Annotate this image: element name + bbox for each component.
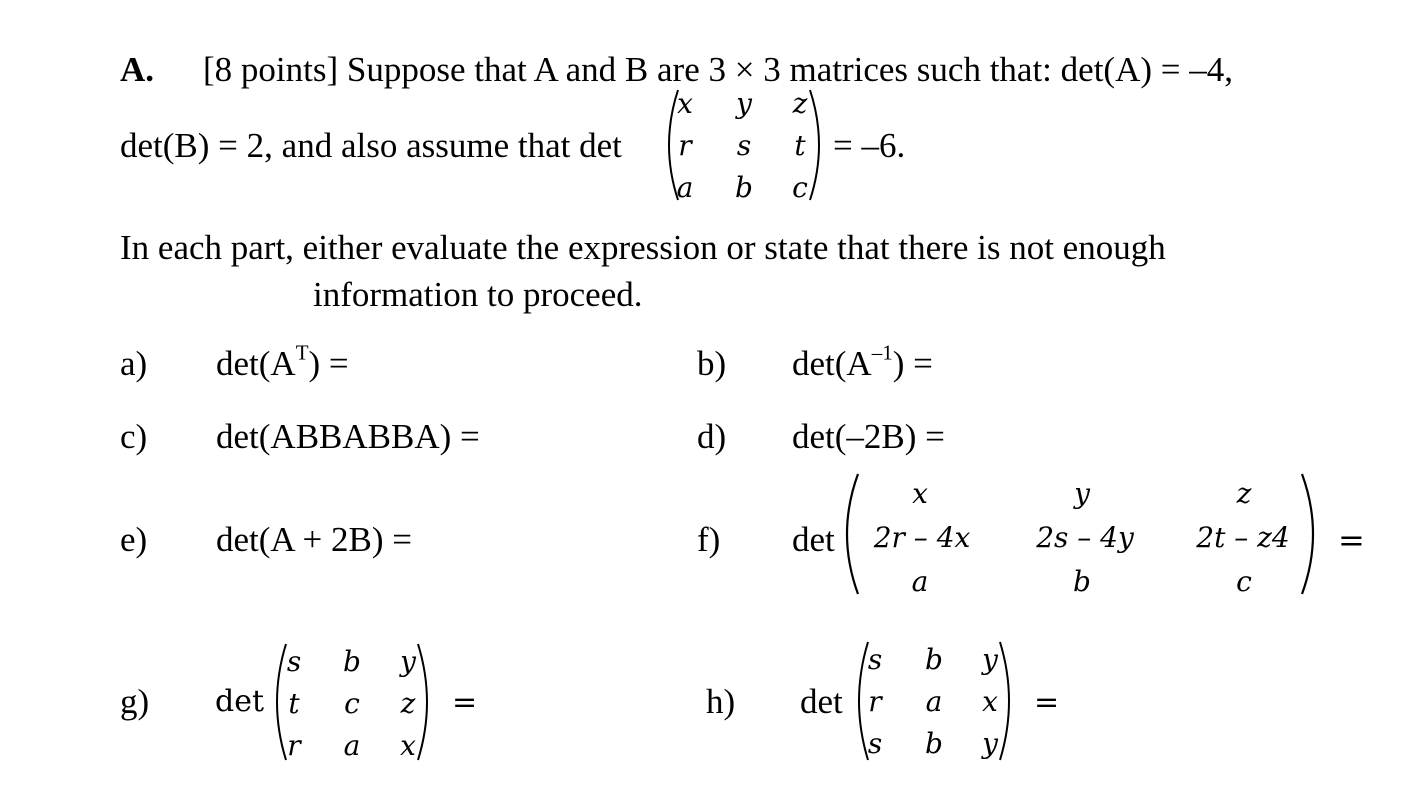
matrix-cell: a: [343, 729, 361, 762]
matrix-cell: z: [400, 687, 416, 720]
matrix-cell: t: [288, 687, 300, 720]
part-a-expression: $\det(A^T)$ =: [216, 340, 349, 383]
instructions-line1: In each part, either evaluate the expression or state that there is not enough: [120, 228, 1166, 267]
problem-label: A.: [120, 50, 155, 89]
matrix-cell: x: [912, 477, 928, 510]
part-d-expression: det(–2B) =: [792, 417, 945, 456]
part-h-equals: =: [1034, 685, 1060, 720]
matrix-cell: z: [1236, 477, 1252, 510]
matrix-cell: x: [982, 685, 998, 718]
right-paren-icon: [996, 638, 1020, 764]
part-h-det: det: [800, 682, 843, 721]
part-g-det: det: [215, 684, 265, 719]
part-f-matrix: [836, 470, 1326, 598]
matrix-cell: x: [677, 87, 693, 120]
problem-intro-line1: [8 points] Suppose that A and B are 3 × 3 matrices such that: det(A) = –4,: [203, 50, 1233, 89]
matrix-cell: s: [286, 645, 302, 678]
part-h-label: h): [706, 682, 736, 721]
matrix-cell: r: [868, 685, 882, 718]
right-paren-icon: [414, 640, 438, 764]
matrix-cell: a: [911, 565, 929, 598]
problem-intro-line2: det(B) = 2, and also assume that det: [120, 126, 622, 165]
part-d-label: d): [697, 417, 727, 456]
part-c-label: c): [120, 417, 148, 456]
matrix-cell: y: [400, 645, 416, 678]
matrix-cell: c: [1236, 565, 1252, 598]
matrix-cell: y: [736, 87, 752, 120]
matrix-cell: s: [736, 129, 752, 162]
part-g-label: g): [120, 682, 150, 721]
matrix-cell: s: [867, 727, 883, 760]
part-f-det: det: [792, 520, 835, 559]
matrix-cell: y: [982, 727, 998, 760]
matrix-cell: b: [735, 171, 753, 204]
part-g-matrix: [266, 640, 446, 764]
matrix-cell: x: [400, 729, 416, 762]
part-f-label: f): [697, 520, 721, 559]
matrix-cell: b: [343, 645, 361, 678]
part-c-expression: det(ABBABBA) =: [216, 417, 480, 456]
matrix-cell: a: [925, 685, 943, 718]
instructions-line2: information to proceed.: [313, 275, 643, 314]
part-h-matrix: [848, 638, 1028, 764]
given-matrix: [658, 86, 838, 204]
matrix-cell: 2r – 4x: [873, 521, 971, 554]
matrix-cell: c: [344, 687, 360, 720]
matrix-cell: s: [867, 643, 883, 676]
matrix-cell: b: [925, 643, 943, 676]
right-paren-icon: [1298, 470, 1324, 598]
matrix-cell: z: [792, 87, 808, 120]
matrix-cell: r: [678, 129, 692, 162]
matrix-cell: b: [1073, 565, 1091, 598]
part-f-equals: =: [1338, 521, 1365, 559]
part-a-label: a): [120, 344, 148, 383]
part-g-equals: =: [452, 685, 478, 720]
part-e-label: e): [120, 520, 148, 559]
matrix-cell: 2t – z4: [1196, 521, 1290, 554]
matrix-cell: 2s – 4y: [1036, 521, 1134, 554]
matrix-cell: a: [676, 171, 694, 204]
right-paren-icon: [806, 86, 830, 204]
part-b-expression: $\det(A^{-1})$ =: [792, 340, 933, 383]
matrix-cell: y: [982, 643, 998, 676]
matrix-cell: b: [925, 727, 943, 760]
matrix-cell: r: [287, 729, 301, 762]
given-det-value: = –6.: [833, 126, 906, 165]
matrix-cell: t: [794, 129, 806, 162]
left-paren-icon: [836, 470, 862, 598]
matrix-cell: c: [792, 171, 808, 204]
matrix-cell: y: [1074, 477, 1090, 510]
part-e-expression: det(A + 2B) =: [216, 520, 412, 559]
part-b-label: b): [697, 344, 727, 383]
